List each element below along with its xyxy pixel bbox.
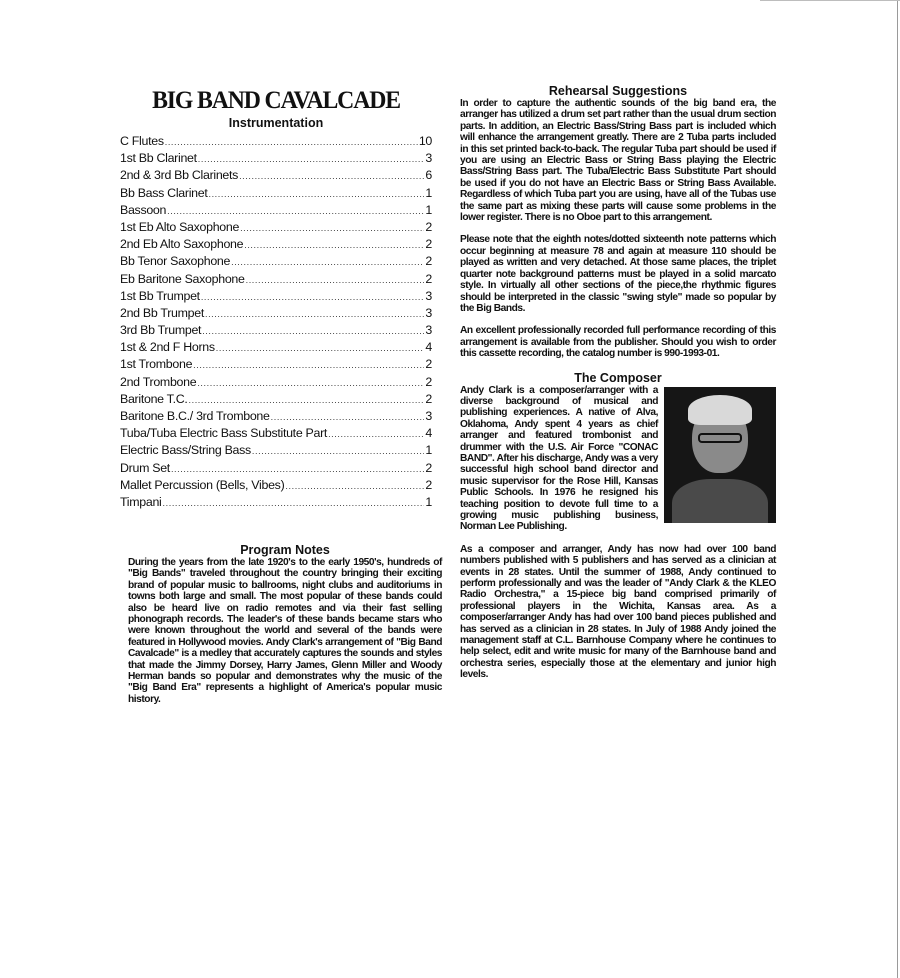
instrument-quantity: 2 (425, 391, 432, 406)
page-edge-right (897, 0, 898, 978)
instrument-quantity: 3 (425, 305, 432, 320)
left-column (120, 86, 432, 512)
dot-leader (189, 395, 425, 405)
dot-leader (165, 137, 418, 147)
dot-leader (163, 498, 425, 508)
program-notes-section (128, 543, 442, 705)
instrument-name: 1st Trombone (120, 357, 193, 372)
right-column (460, 84, 776, 692)
instrument-row (120, 392, 432, 409)
instrument-row (120, 134, 432, 151)
instrument-row (120, 340, 432, 357)
instrument-quantity: 2 (425, 237, 432, 252)
rehearsal-paragraph-1: In order to capture the authentic sounds of the big band era, the arranger has utilized a drum set part rather than the usual drum section parts. In addition, an Electric Bass/String Bass part is included which will enhance the arrangement greatly. There are 2 Tuba parts included in this set printed back-to-back. The regular Tuba part should be used if you are using an Electric Bass or String Bass playing the Electric Bass/String Bass part. The Tuba/Electric Bass Substitute Part should be used if you do not have an Electric Bass or String Bass Available. Regardless of which Tuba part you are using, have all of the Tubas use the same part as mixing these parts will cause some problems in the lower register. There is no Oboe part to this arrangement. (460, 98, 776, 224)
instrument-quantity: 1 (425, 494, 432, 509)
instrument-row (120, 478, 432, 495)
instrumentation-heading: Instrumentation (228, 116, 324, 130)
instrument-quantity: 3 (425, 288, 432, 303)
program-notes-text: During the years from the late 1920's to the early 1950's, hundreds of "Big Bands" traveled throughout the country bringing their exciting brand of popular music to ballrooms, night clubs and auditoriums in towns both large and small. The most popular of these bands could also be heard live on radio remotes and via their fast selling phonograph records. The leader's of these bands became stars who were known throughout the world and several of the bands were featured in Hollywood movies. Andy Clark's arrangement of "Big Band Cavalcade" is a medley that accurately captures the sounds and styles that made the Jimmy Dorsey, Harry James, Glenn Miller and Woody Herman bands so popular and demonstrates why the music of the "Big Band Era" represents a highlight of America's popular music history. (128, 557, 442, 705)
instrument-name: 3rd Bb Trumpet (120, 323, 202, 338)
instrument-row (120, 461, 432, 478)
dot-leader (285, 481, 424, 491)
instrument-name: Drum Set (120, 460, 170, 475)
rehearsal-paragraph-3: An excellent professionally recorded full performance recording of this arrangement is available from the publisher. Should you wish to order this cassette recording, the catalog number is 990-1993-01. (460, 325, 776, 360)
instrument-name: 1st & 2nd F Horns (120, 340, 215, 355)
instrument-row (120, 495, 432, 512)
rehearsal-paragraph-2: Please note that the eighth notes/dotted sixteenth note patterns which occur beginning at measure 78 and again at measure 110 should be played as written and very detached. At those same places, the triplet quarter note background patterns must be played in a solid marcato style. In virtually all other sections of the piece,the rhythmic figures should be interpreted in the classic "swing style" made so popular by the Big Bands. (460, 234, 776, 314)
page-edge-top (760, 0, 900, 1)
instrument-row (120, 186, 432, 203)
photo-glasses (698, 433, 742, 443)
dot-leader (205, 309, 424, 319)
instrument-quantity: 6 (425, 168, 432, 183)
instrument-row (120, 357, 432, 374)
dot-leader (171, 464, 424, 474)
program-notes-heading: Program Notes (240, 543, 330, 557)
instrument-name: Baritone T.C. (120, 391, 188, 406)
instrument-quantity: 2 (425, 254, 432, 269)
instrument-quantity: 3 (425, 323, 432, 338)
dot-leader (208, 189, 424, 199)
dot-leader (231, 257, 424, 267)
instrument-quantity: 1 (425, 185, 432, 200)
dot-leader (198, 154, 425, 164)
instrument-quantity: 3 (425, 151, 432, 166)
instrument-row (120, 289, 432, 306)
dot-leader (239, 171, 424, 181)
instrument-name: Baritone B.C./ 3rd Trombone (120, 409, 270, 423)
instrument-name: 2nd & 3rd Bb Clarinets (120, 168, 239, 183)
dot-leader (328, 429, 424, 439)
instrument-quantity: 2 (425, 357, 432, 372)
instrument-name: 2nd Trombone (120, 374, 197, 389)
dot-leader (167, 206, 424, 216)
composer-paragraph-2: As a composer and arranger, Andy has now had over 100 band numbers published with 5 publishers and has served as a clinician at events in 28 states. Until the summer of 1988, Andy continued to perform professionally and was the leader of "Andy Clark & the KLEO Radio Orchestra," a 15-piece big band comprised primarily of professional players in the Wichita, Kansas area. As a composer/arranger Andy has had over 100 band pieces published and has served as a clinician in 28 states. In July of 1988 Andy joined the management staff at C.L. Barnhouse Company where he continues to help select, edit and write music for many of the Barnhouse band and orchestra series, especially those at the elementary and junior high levels. (460, 543, 776, 681)
rehearsal-heading: Rehearsal Suggestions (548, 84, 688, 98)
dot-leader (244, 240, 424, 250)
instrument-row (120, 254, 432, 271)
dot-leader (240, 223, 424, 233)
instrument-row (120, 409, 432, 426)
instrument-name: Timpani (120, 494, 162, 509)
instrument-quantity: 2 (425, 219, 432, 234)
instrument-quantity: 1 (425, 443, 432, 458)
dot-leader (197, 378, 424, 388)
page-title: BIG BAND CAVALCADE (152, 87, 400, 114)
dot-leader (201, 292, 425, 302)
instrument-name: C Flutes (120, 134, 164, 148)
photo-shoulders (672, 479, 768, 523)
instrument-row (120, 168, 432, 185)
instrument-quantity: 1 (425, 202, 432, 217)
instrument-quantity: 2 (425, 460, 432, 475)
dot-leader (193, 360, 424, 370)
dot-leader (252, 446, 424, 456)
instrument-row (120, 272, 432, 289)
instrument-name: Bb Bass Clarinet (120, 185, 208, 200)
composer-photo (664, 387, 776, 523)
instrument-quantity: 4 (425, 340, 432, 355)
instrument-quantity: 2 (425, 477, 432, 492)
instrument-name: Bb Tenor Saxophone (120, 254, 231, 269)
instrument-quantity: 3 (425, 409, 432, 423)
instrument-row (120, 151, 432, 168)
dot-leader (216, 343, 425, 353)
instrument-name: 1st Bb Trumpet (120, 288, 200, 303)
composer-paragraph-1: Andy Clark is a composer/arranger with a diverse background of musical and publishing experiences. A native of Alva, Oklahoma, Andy spent 4 years as chief arranger and featured trombonist and drummer with the U.S. Air Force "CONAC BAND". After his discharge, Andy was a very successful high school band director and music supervisor for the Rose Hill, Kansas Public Schools. In 1976 he resigned his teaching position to devote full time to a growing music publishing business, Norman Lee Publishing. (460, 384, 658, 533)
instrumentation-list (120, 134, 432, 512)
dot-leader (271, 412, 425, 422)
instrument-name: Electric Bass/String Bass (120, 443, 251, 458)
instrument-row (120, 323, 432, 340)
dot-leader (202, 326, 424, 336)
instrument-name: 1st Eb Alto Saxophone (120, 219, 240, 234)
instrument-row (120, 203, 432, 220)
instrument-name: 2nd Bb Trumpet (120, 305, 204, 320)
dot-leader (246, 275, 425, 285)
instrument-quantity: 10 (418, 134, 432, 148)
instrument-row (120, 375, 432, 392)
instrument-name: Bassoon (120, 202, 167, 217)
instrument-name: 1st Bb Clarinet (120, 151, 197, 166)
instrument-row (120, 443, 432, 460)
composer-block (460, 385, 776, 681)
instrument-quantity: 2 (425, 271, 432, 286)
instrument-name: Tuba/Tuba Electric Bass Substitute Part (120, 426, 328, 441)
instrument-quantity: 2 (425, 374, 432, 389)
composer-heading: The Composer (574, 370, 662, 385)
instrument-row (120, 426, 432, 443)
instrument-quantity: 4 (425, 426, 432, 441)
instrument-name: Eb Baritone Saxophone (120, 271, 245, 286)
instrument-row (120, 306, 432, 323)
instrument-name: Mallet Percussion (Bells, Vibes) (120, 477, 285, 492)
instrument-name: 2nd Eb Alto Saxophone (120, 237, 244, 252)
photo-hair (688, 395, 752, 425)
instrument-row (120, 220, 432, 237)
instrument-row (120, 237, 432, 254)
